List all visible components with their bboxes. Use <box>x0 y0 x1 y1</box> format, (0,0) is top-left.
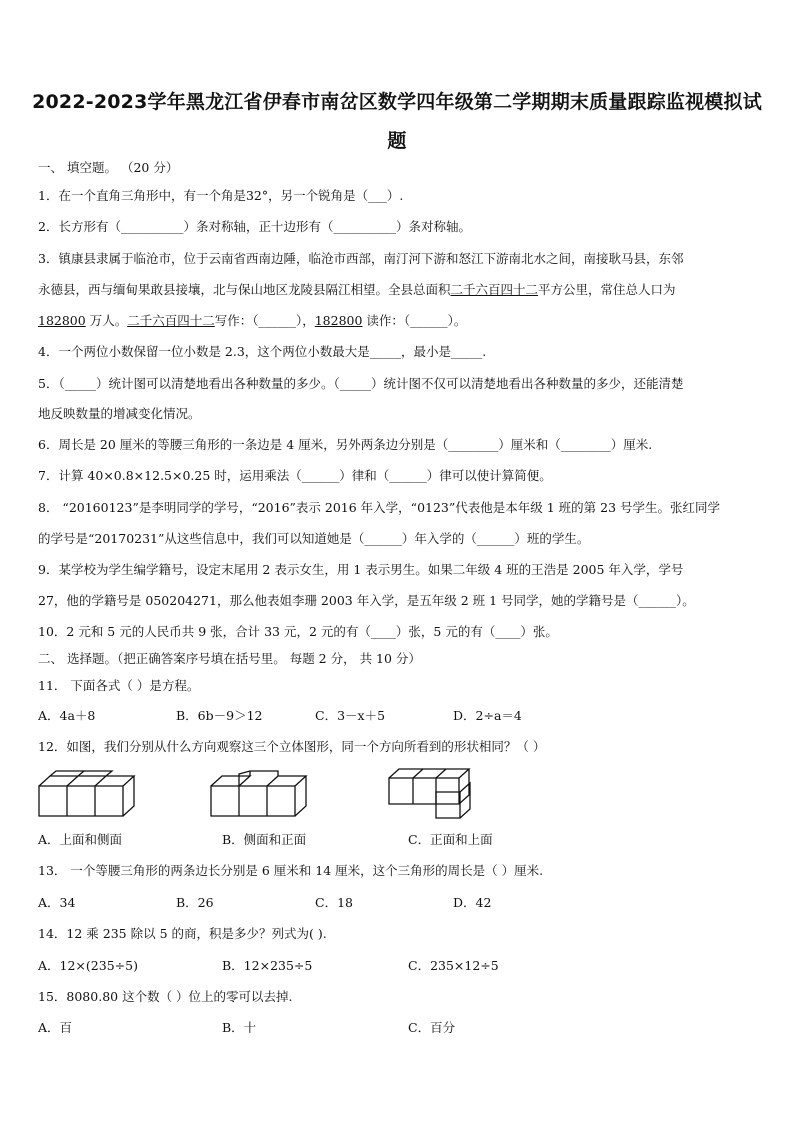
q11-option-a: A．4a＋8 <box>38 708 96 723</box>
q14-option-b: B．12×235÷5 <box>222 958 313 973</box>
question-1: 1．在一个直角三角形中，有一个角是32°，另一个锐角是（___）. <box>38 188 404 203</box>
q11-option-d: D．2÷a＝4 <box>453 708 522 723</box>
cube-figure-1 <box>36 770 136 820</box>
q3-area-underlined-2: 二千六百四十二 <box>127 313 215 328</box>
question-7: 7．计算 40×0.8×12.5×0.25 时，运用乘法（______）律和（______）律可以使计算简便。 <box>38 468 552 483</box>
q3-read-blank: 读作：（______）。 <box>362 313 467 328</box>
q12-option-c: C．正面和上面 <box>408 832 493 847</box>
question-8-line1: 8． “20160123”是李明同学的学号，“2016”表示 2016 年入学，“0123”代表他是本年级 1 班的第 23 号学生。张红同学 <box>38 500 721 515</box>
question-6: 6．周长是 20 厘米的等腰三角形的一条边是 4 厘米，另外两条边分别是（________）厘米和（________）厘米. <box>38 437 653 452</box>
q13-option-d: D．42 <box>453 895 492 910</box>
q14-option-c: C．235×12÷5 <box>408 958 499 973</box>
doc-title-line2: 题 <box>387 130 407 152</box>
q15-option-c: C．百分 <box>408 1020 456 1035</box>
question-11: 11． 下面各式（ ）是方程。 <box>38 678 200 693</box>
q3-write-blank: 写作：（______）， <box>214 313 315 328</box>
question-5-line2: 地反映数量的增减变化情况。 <box>38 406 201 421</box>
q3-text-b: 万人。 <box>85 313 128 328</box>
q3-area-underlined: 二千六百四十二 <box>450 282 539 297</box>
question-3-line1: 3．镇康县隶属于临沧市，位于云南省西南边陲，临沧市西部，南汀河下游和怒江下游南北水之间，南接耿马县，东邻 <box>38 251 684 266</box>
question-15: 15．8080.80 这个数（ ）位上的零可以去掉. <box>38 989 293 1004</box>
question-5-line1: 5．（_____）统计图可以清楚地看出各种数量的多少。（_____）统计图不仅可以清楚地看出各种数量的多少，还能清楚 <box>38 376 684 391</box>
cube-figure-3 <box>386 766 486 820</box>
question-14: 14．12 乘 235 除以 5 的商，积是多少？列式为( ). <box>38 926 327 941</box>
q13-option-c: C．18 <box>315 895 353 910</box>
question-9-line2: 27，他的学籍号是 050204271，那么他表姐李珊 2003 年入学，是五年级 2 班 1 号同学，她的学籍号是（______）。 <box>38 593 695 608</box>
section-heading-multiple-choice: 二、 选择题。（把正确答案序号填在括号里。 每题 2 分， 共 10 分） <box>38 651 421 666</box>
q3-text-a: 永德县，西与缅甸果敢县接壤，北与保山地区龙陵县隔江相望。全县总面积 <box>38 282 451 297</box>
q12-option-b: B．侧面和正面 <box>222 832 307 847</box>
q12-option-a: A．上面和侧面 <box>38 832 123 847</box>
q3-population-underlined: 182800 <box>38 313 86 328</box>
q11-option-b: B．6b－9＞12 <box>176 708 263 723</box>
q15-option-b: B．十 <box>222 1020 257 1035</box>
question-2: 2．长方形有（__________）条对称轴，正十边形有（__________）条对称轴。 <box>38 219 471 234</box>
question-9-line1: 9．某学校为学生编学籍号，设定末尾用 2 表示女生，用 1 表示男生。如果二年级 4 班的王浩是 2005 年入学，学号 <box>38 562 684 577</box>
cube-figure-2 <box>208 770 308 820</box>
q13-option-b: B．26 <box>176 895 214 910</box>
q3-text-c: 平方公里，常住总人口为 <box>538 282 676 297</box>
q15-option-a: A．百 <box>38 1020 73 1035</box>
q11-option-c: C．3－x＋5 <box>315 708 386 723</box>
q3-population-underlined-2: 182800 <box>314 313 363 328</box>
q13-option-a: A．34 <box>38 895 76 910</box>
question-10: 10．2 元和 5 元的人民币共 9 张，合计 33 元，2 元的有（____）张，5 元的有（____）张。 <box>38 624 558 639</box>
question-3-line3 <box>38 312 466 330</box>
question-13: 13． 一个等腰三角形的两条边长分别是 6 厘米和 14 厘米，这个三角形的周长是（ ）厘米. <box>38 863 544 878</box>
doc-title-line1: 2022-2023学年黑龙江省伊春市南岔区数学四年级第二学期期末质量跟踪监视模拟试 <box>32 91 762 113</box>
section-heading-fill-in: 一、 填空题。 （20 分） <box>38 160 179 175</box>
question-3-line2 <box>38 281 676 299</box>
question-8-line2: 的学号是“20170231”从这些信息中，我们可以知道她是（______）年入学的（______）班的学生。 <box>38 531 590 546</box>
q14-option-a: A．12×(235÷5) <box>38 958 138 973</box>
question-4: 4．一个两位小数保留一位小数是 2.3，这个两位小数最大是_____，最小是_____. <box>38 344 487 359</box>
question-12: 12．如图，我们分别从什么方向观察这三个立体图形，同一个方向所看到的形状相同？（ ） <box>38 739 546 754</box>
